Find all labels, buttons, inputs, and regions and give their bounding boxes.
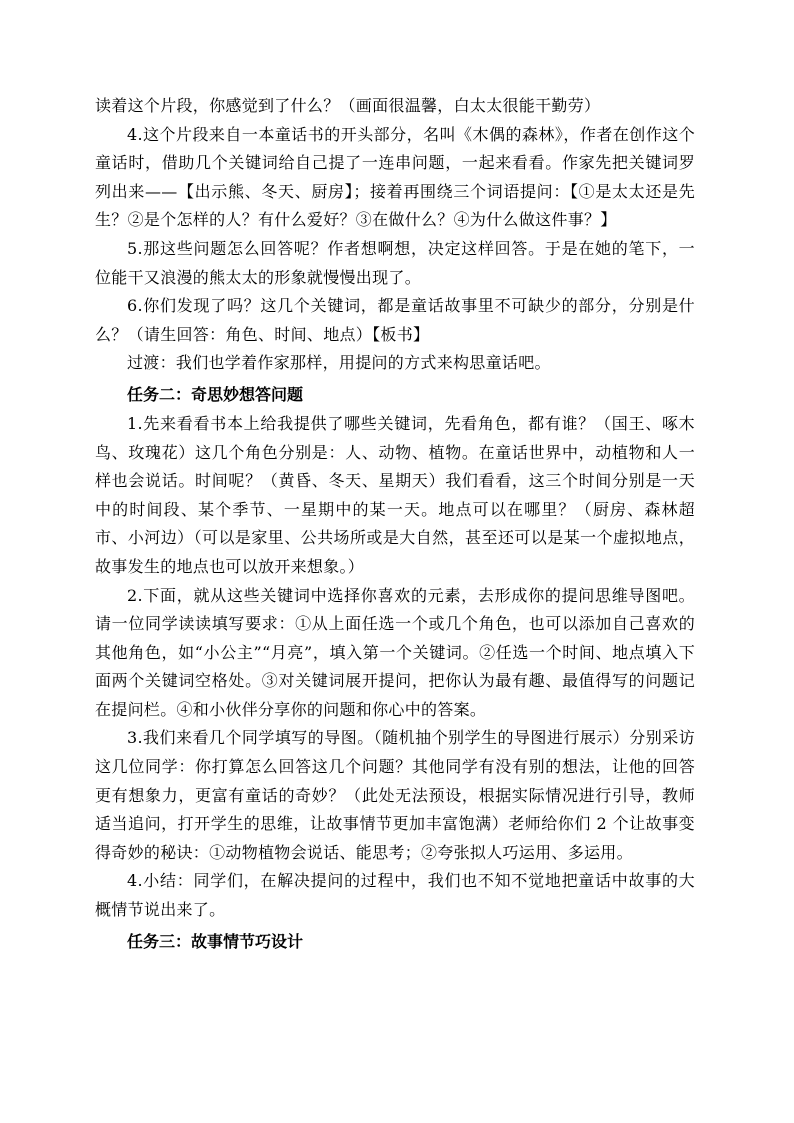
- paragraph-transition: 过渡：我们也学着作家那样，用提问的方式来构思童话吧。: [127, 353, 551, 373]
- document-page: [95, 92, 695, 957]
- paragraph-task2-step-2: 2.下面，就从这些关键词中选择你喜欢的元素，去形成你的提问思维导图吧。请一位同学读读填写要求：①从上面任选一个或几个角色，也可以添加自己喜欢的其他角色，如“小公主”“月亮”，填入第一个关键词。②任选一个时间、地点填入下面两个关键词空格处。③对关键词展开提问，把你认为最有趣、最值得写的问题记在提问栏。④和小伙伴分享你的问题和你心中的答案。: [95, 585, 695, 719]
- section-heading-task-2: 任务二：奇思妙想答问题: [127, 384, 304, 404]
- section-heading-task-3: 任务三：故事情节巧设计: [127, 931, 304, 951]
- paragraph-task2-step-3: 3.我们来看几个同学填写的导图。（随机抽个别学生的导图进行展示）分别采访这几位同学：你打算怎么回答这几个问题？其他同学有没有别的想法，让他的回答更有想象力，更富有童话的奇妙？（此处无法预设，根据实际情况进行引导，教师适当追问，打开学生的思维，让故事情节更加丰富饱满）老师给你们 2 个让故事变得奇妙的秘诀：①动物植物会说话、能思考；②夸张拟人巧运用、多运用。: [95, 728, 695, 862]
- paragraph-step-4-book-origin: 4.这个片段来自一本童话书的开头部分，名叫《木偶的森林》，作者在创作这个童话时，借助几个关键词给自己提了一连串问题，一起来看看。作家先把关键词罗列出来——【出示熊、冬天、厨房】；接着再围绕三个词语提问：【①是太太还是先生？②是个怎样的人？有什么爱好？③在做什么？④为什么做这件事？】: [95, 124, 695, 230]
- paragraph-task2-step-1: 1.先来看看书本上给我提供了哪些关键词，先看角色，都有谁？（国王、啄木鸟、玫瑰花）这几个角色分别是：人、动物、植物。在童话世界中，动植物和人一样也会说话。时间呢？（黄昏、冬天、星期天）我们看看，这三个时间分别是一天中的时间段、某个季节、一星期中的某一天。地点可以在哪里？（厨房、森林超市、小河边）（可以是家里、公共场所或是大自然，甚至还可以是某一个虚拟地点，故事发生的地点也可以放开来想象。）: [95, 413, 695, 576]
- paragraph-reading-feeling: 读着这个片段，你感觉到了什么？（画面很温馨，白太太很能干勤劳）: [95, 96, 601, 115]
- paragraph-task2-summary: 4.小结：同学们，在解决提问的过程中，我们也不知不觉地把童话中故事的大概情节说出来了。: [95, 871, 695, 920]
- paragraph-step-5-answers: 5.那这些问题怎么回答呢？作者想啊想，决定这样回答。于是在她的笔下，一位能干又浪漫的熊太太的形象就慢慢出现了。: [95, 238, 695, 287]
- paragraph-step-6-keywords: 6.你们发现了吗？这几个关键词，都是童话故事里不可缺少的部分，分别是什么？（请生回答：角色、时间、地点）【板书】: [95, 296, 695, 344]
